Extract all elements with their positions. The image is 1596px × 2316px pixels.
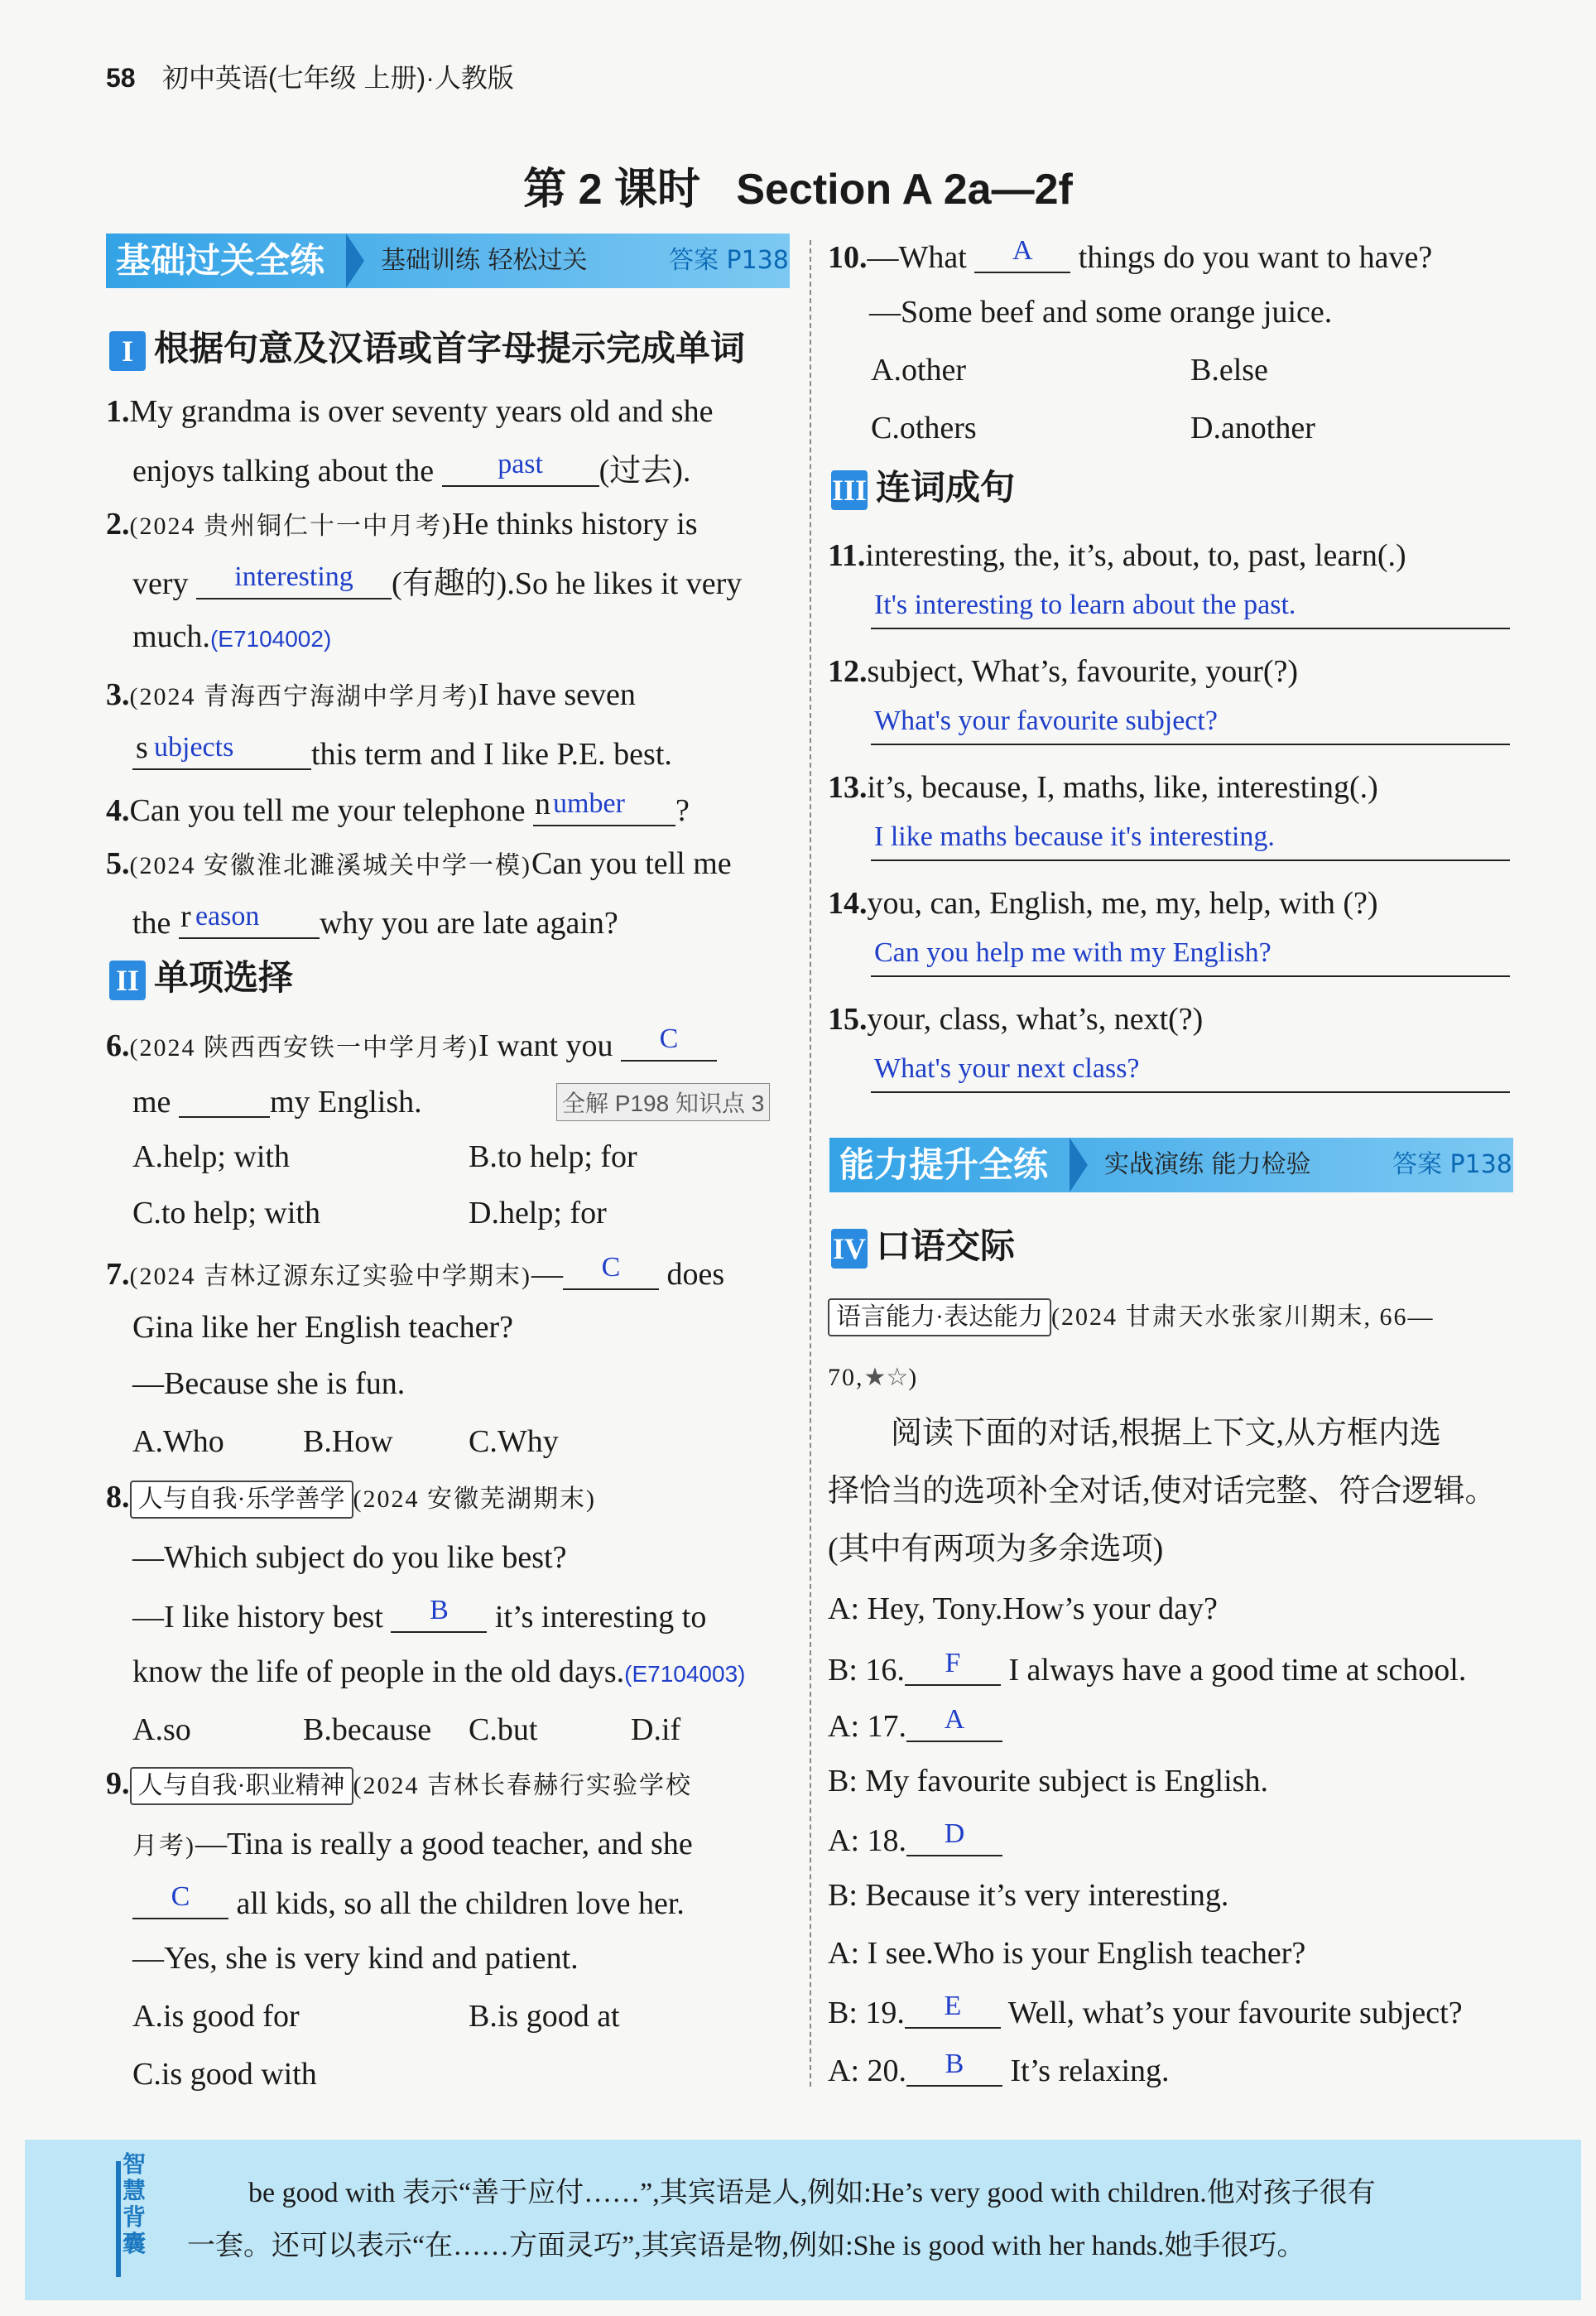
dialogue-line: [828, 2049, 1170, 2088]
answer-blank[interactable]: [533, 787, 675, 826]
ability-practice-banner: [829, 1138, 1513, 1192]
answer: eason: [195, 901, 260, 932]
dialogue-text: I always have a good time at school.: [1008, 1653, 1467, 1688]
option-a[interactable]: A.help; with: [132, 1139, 290, 1174]
option-a[interactable]: A.Who: [132, 1424, 224, 1459]
word-list: your, class, what’s, next(?): [867, 1002, 1204, 1037]
question-text: enjoys talking about the: [132, 454, 435, 489]
answer: B: [430, 1595, 449, 1625]
answer: ubjects: [154, 732, 234, 763]
question-text: —What: [867, 240, 967, 275]
question-text: very: [132, 566, 189, 601]
question-number: 7.: [106, 1257, 130, 1292]
question-3: [106, 679, 636, 710]
answer-blank[interactable]: [132, 1881, 228, 1919]
question-number: 6.: [106, 1028, 130, 1063]
section-number-badge: IV: [831, 1229, 868, 1269]
question-7: [106, 1252, 725, 1292]
question-9-line2: [132, 1828, 693, 1860]
answer: A: [1012, 235, 1033, 266]
question-number: 11.: [828, 538, 866, 573]
question-text: (过去).: [598, 454, 691, 489]
answer-blank[interactable]: [974, 235, 1070, 273]
answer: E: [944, 1991, 962, 2021]
answer-ref: 答案 P138: [669, 246, 789, 275]
lesson-title: 第 2 课时 Section A 2a—2f: [523, 166, 1073, 214]
letter-hint: n: [535, 787, 551, 821]
answer: What's your favourite subject?: [874, 705, 1218, 736]
question-1-line2: [132, 449, 691, 489]
question-13: [828, 772, 1378, 803]
dialogue-line: [828, 1704, 1002, 1744]
option-d[interactable]: D.help; for: [469, 1196, 607, 1230]
answer-blank[interactable]: [391, 1595, 487, 1633]
question-text: (有趣的).So he likes it very: [392, 566, 743, 601]
answer: It's interesting to learn about the past.: [874, 590, 1296, 620]
question-14: [828, 888, 1378, 919]
chevron-icon: [346, 234, 364, 288]
question-text: this term and I like P.E. best.: [311, 737, 672, 772]
question-8-line3: [132, 1595, 707, 1635]
dialogue-speaker: A: 18.: [828, 1823, 906, 1858]
question-source: 70,: [828, 1364, 864, 1391]
answer-blank[interactable]: [442, 449, 599, 487]
section-2-heading: [109, 957, 293, 1000]
option-b[interactable]: B.because: [303, 1712, 432, 1747]
banner-title: 能力提升全练: [839, 1144, 1049, 1185]
answer: interesting: [234, 561, 353, 592]
dialogue-line: A: Hey, Tony.How’s your day?: [828, 1591, 1218, 1626]
section-3-heading: [831, 467, 1015, 510]
question-text: much.: [132, 619, 210, 654]
question-2: [106, 508, 698, 540]
question-6: [106, 1023, 717, 1063]
option-c[interactable]: C.Why: [469, 1424, 559, 1459]
question-12: [828, 656, 1298, 687]
chevron-icon: [1070, 1138, 1088, 1192]
question-source: (2024 甘肃天水张家川期末, 66—: [1051, 1303, 1435, 1331]
question-10-line2: —Some beef and some orange juice.: [869, 295, 1333, 330]
question-text: My grandma is over seventy years old and she: [129, 394, 714, 429]
question-text: things do you want to have?: [1078, 240, 1433, 275]
question-source: 月考): [132, 1832, 195, 1860]
option-c[interactable]: C.to help; with: [132, 1196, 320, 1230]
question-15: [828, 1004, 1203, 1035]
basic-practice-banner: [106, 234, 790, 288]
question-code: (E7104002): [209, 626, 332, 652]
page-number: 58: [106, 63, 136, 93]
instruction-line1: 阅读下面的对话,根据上下文,从方框内选: [891, 1416, 1442, 1451]
question-text: all kids, so all the children love her.: [236, 1886, 685, 1921]
dialogue-line: [828, 1648, 1467, 1688]
book-title: 初中英语(七年级 上册)·人教版: [162, 63, 514, 93]
option-b[interactable]: B.else: [1190, 353, 1268, 388]
question-7-line2: Gina like her English teacher?: [132, 1310, 514, 1345]
dialogue-speaker: B: 19.: [828, 1996, 905, 2030]
difficulty-stars-icon: ★☆: [863, 1364, 909, 1391]
option-c[interactable]: C.others: [871, 411, 977, 445]
question-text: my English.: [269, 1085, 422, 1119]
banner-subtitle: 实战演练 能力检验: [1104, 1150, 1311, 1179]
column-divider: [810, 240, 811, 2087]
question-text: Can you tell me your telephone: [129, 793, 526, 828]
answer-blank[interactable]: [905, 1991, 1001, 2029]
question-source: (2024 吉林长春赫行实验学校: [353, 1772, 692, 1799]
dialogue-text: Well, what’s your favourite subject?: [1007, 1996, 1463, 2030]
dialogue-source-2: [828, 1360, 918, 1391]
option-b[interactable]: B.is good at: [469, 1999, 620, 2034]
question-number: 5.: [106, 846, 130, 881]
answer: I like maths because it's interesting.: [874, 821, 1275, 852]
tip-bar: [116, 2161, 121, 2277]
answer-blank[interactable]: [179, 1083, 270, 1118]
answer: C: [659, 1023, 679, 1054]
question-number: 10.: [828, 240, 868, 275]
answer: What's your next class?: [874, 1053, 1140, 1084]
section-title: 连词成句: [876, 467, 1016, 508]
answer: C: [171, 1881, 190, 1912]
answer-line: [871, 628, 1510, 629]
section-1-heading: [109, 328, 745, 371]
instruction-line3: (其中有两项为多余选项): [828, 1532, 1164, 1567]
question-number: 12.: [828, 654, 868, 689]
answer: past: [498, 449, 543, 479]
word-list: it’s, because, I, maths, like, interesting(.): [867, 770, 1378, 805]
question-3-line2: [132, 730, 672, 772]
question-text: Can you tell me: [531, 846, 732, 881]
question-10: [828, 235, 1433, 275]
dialogue-line: [828, 1818, 1002, 1858]
question-number: 15.: [828, 1002, 868, 1037]
dialogue-line: B: Because it’s very interesting.: [828, 1878, 1229, 1913]
option-d[interactable]: D.if: [631, 1712, 681, 1747]
question-text: —I like history best: [132, 1600, 383, 1635]
banner-subtitle: 基础训练 轻松过关: [381, 246, 588, 275]
question-source: ): [908, 1364, 919, 1391]
answer-blank[interactable]: [905, 1648, 1001, 1686]
answer-line: [871, 744, 1510, 745]
dialogue-line: A: I see.Who is your English teacher?: [828, 1936, 1306, 1971]
question-code: (E7104003): [624, 1661, 746, 1687]
dialogue-line: [828, 1991, 1463, 2030]
question-6-line2: [132, 1083, 422, 1118]
option-a[interactable]: A.other: [871, 353, 967, 388]
option-c[interactable]: C.but: [469, 1712, 538, 1747]
answer-ref: 答案 P138: [1392, 1150, 1512, 1179]
word-list: you, can, English, me, my, help, with (?): [867, 886, 1378, 921]
banner-title: 基础过关全练: [116, 240, 325, 281]
answer-blank[interactable]: [906, 1818, 1002, 1856]
question-text: —: [531, 1257, 563, 1292]
answer: D: [944, 1818, 965, 1849]
answer-blank[interactable]: [196, 561, 392, 599]
option-b[interactable]: B.to help; for: [469, 1139, 637, 1174]
question-text: —Tina is really a good teacher, and she: [195, 1827, 693, 1861]
question-9-line4: —Yes, she is very kind and patient.: [132, 1941, 579, 1976]
question-text: does: [666, 1257, 725, 1292]
question-11: [828, 540, 1406, 571]
question-number: 1.: [106, 394, 130, 429]
question-number: 3.: [106, 677, 130, 712]
question-2-line3: [132, 621, 331, 652]
option-d[interactable]: D.another: [1190, 411, 1315, 445]
question-9-line3: [132, 1881, 685, 1921]
section-title: 单项选择: [154, 957, 294, 998]
question-number: 13.: [828, 770, 868, 805]
answer: A: [944, 1704, 965, 1735]
answer-line: [871, 1091, 1510, 1093]
tip-line2: 一套。还可以表示“在……方面灵巧”,其宾语是物,例如:She is good with her hands.她手很巧。: [187, 2231, 1305, 2261]
question-8: [106, 1481, 596, 1519]
answer-blank[interactable]: [906, 2049, 1002, 2087]
option-b[interactable]: B.How: [303, 1424, 393, 1459]
question-5-line2: [132, 899, 618, 941]
answer: Can you help me with my English?: [874, 937, 1272, 968]
dialogue-speaker: A: 17.: [828, 1709, 906, 1744]
word-list: interesting, the, it’s, about, to, past, learn(.): [865, 538, 1406, 573]
question-number: 9.: [106, 1766, 130, 1801]
dialogue-speaker: B: 16.: [828, 1653, 905, 1688]
letter-hint: r: [180, 899, 191, 934]
question-1: [106, 396, 713, 427]
dialogue-speaker: A: 20.: [828, 2054, 906, 2088]
question-text: I want you: [478, 1028, 613, 1063]
question-8-line4: [132, 1656, 745, 1688]
dialogue-source: [828, 1298, 1435, 1336]
question-text: why you are late again?: [319, 906, 618, 941]
question-9: [106, 1767, 692, 1805]
answer: B: [945, 2049, 964, 2079]
answer-blank[interactable]: [906, 1704, 1002, 1742]
question-source: (2024 陕西西安铁一中学月考): [129, 1034, 478, 1062]
question-source: (2024 青海西宁海湖中学月考): [129, 683, 478, 710]
section-title: 根据句意及汉语或首字母提示完成单词: [154, 328, 746, 368]
answer: C: [601, 1252, 621, 1283]
tip-label: 智慧背囊: [123, 2150, 147, 2257]
category-tag: 语言能力·表达能力: [828, 1298, 1051, 1336]
answer-line: [871, 975, 1510, 977]
answer-blank[interactable]: [621, 1023, 717, 1062]
question-text: the: [132, 906, 171, 941]
answer-blank[interactable]: [179, 899, 320, 939]
option-a[interactable]: A.is good for: [132, 1999, 300, 2034]
question-number: 2.: [106, 507, 130, 542]
answer: F: [945, 1648, 961, 1678]
question-source: (2024 安徽芜湖期末): [353, 1485, 596, 1513]
option-a[interactable]: A.so: [132, 1712, 191, 1747]
question-5: [106, 848, 732, 879]
letter-hint: s: [136, 730, 148, 765]
section-number-badge: I: [109, 331, 146, 371]
question-text: I have seven: [478, 677, 636, 712]
reference-badge: 全解 P198 知识点 3: [556, 1083, 770, 1121]
instruction-line2: 择恰当的选项补全对话,使对话完整、符合逻辑。: [828, 1474, 1497, 1509]
question-2-line2: [132, 561, 743, 601]
answer-blank[interactable]: [132, 730, 311, 770]
tip-line1: be good with 表示“善于应付……”,其宾语是人,例如:He’s very good with children.他对孩子很有: [248, 2178, 1376, 2208]
question-number: 8.: [106, 1480, 130, 1514]
question-source: (2024 贵州铜仁十一中月考): [129, 513, 452, 540]
question-source: (2024 吉林辽源东辽实验中学期末): [129, 1263, 531, 1290]
section-number-badge: III: [831, 470, 868, 510]
section-title: 口语交际: [876, 1225, 1016, 1266]
question-text: ?: [675, 793, 690, 828]
question-8-line2: —Which subject do you like best?: [132, 1540, 567, 1575]
tip-box: [25, 2140, 1581, 2300]
answer-blank[interactable]: [563, 1252, 659, 1290]
question-source: (2024 安徽淮北濉溪城关中学一模): [129, 852, 531, 879]
question-text: it’s interesting to: [494, 1600, 707, 1635]
question-number: 14.: [828, 886, 868, 921]
question-text: know the life of people in the old days.: [132, 1654, 625, 1689]
question-7-line3: —Because she is fun.: [132, 1366, 406, 1401]
word-list: subject, What’s, favourite, your(?): [867, 654, 1299, 689]
section-number-badge: II: [109, 961, 146, 1000]
dialogue-line: B: My favourite subject is English.: [828, 1764, 1268, 1798]
question-4: [106, 787, 690, 828]
question-text: me: [132, 1085, 171, 1119]
question-text: He thinks history is: [451, 507, 698, 542]
option-c[interactable]: C.is good with: [132, 2057, 317, 2092]
answer: umber: [553, 788, 625, 819]
question-number: 4.: [106, 793, 130, 828]
category-tag: 人与自我·职业精神: [130, 1767, 353, 1805]
section-4-heading: [831, 1225, 1015, 1269]
answer-line: [871, 859, 1510, 861]
dialogue-text: It’s relaxing.: [1010, 2054, 1170, 2088]
category-tag: 人与自我·乐学善学: [130, 1481, 353, 1519]
